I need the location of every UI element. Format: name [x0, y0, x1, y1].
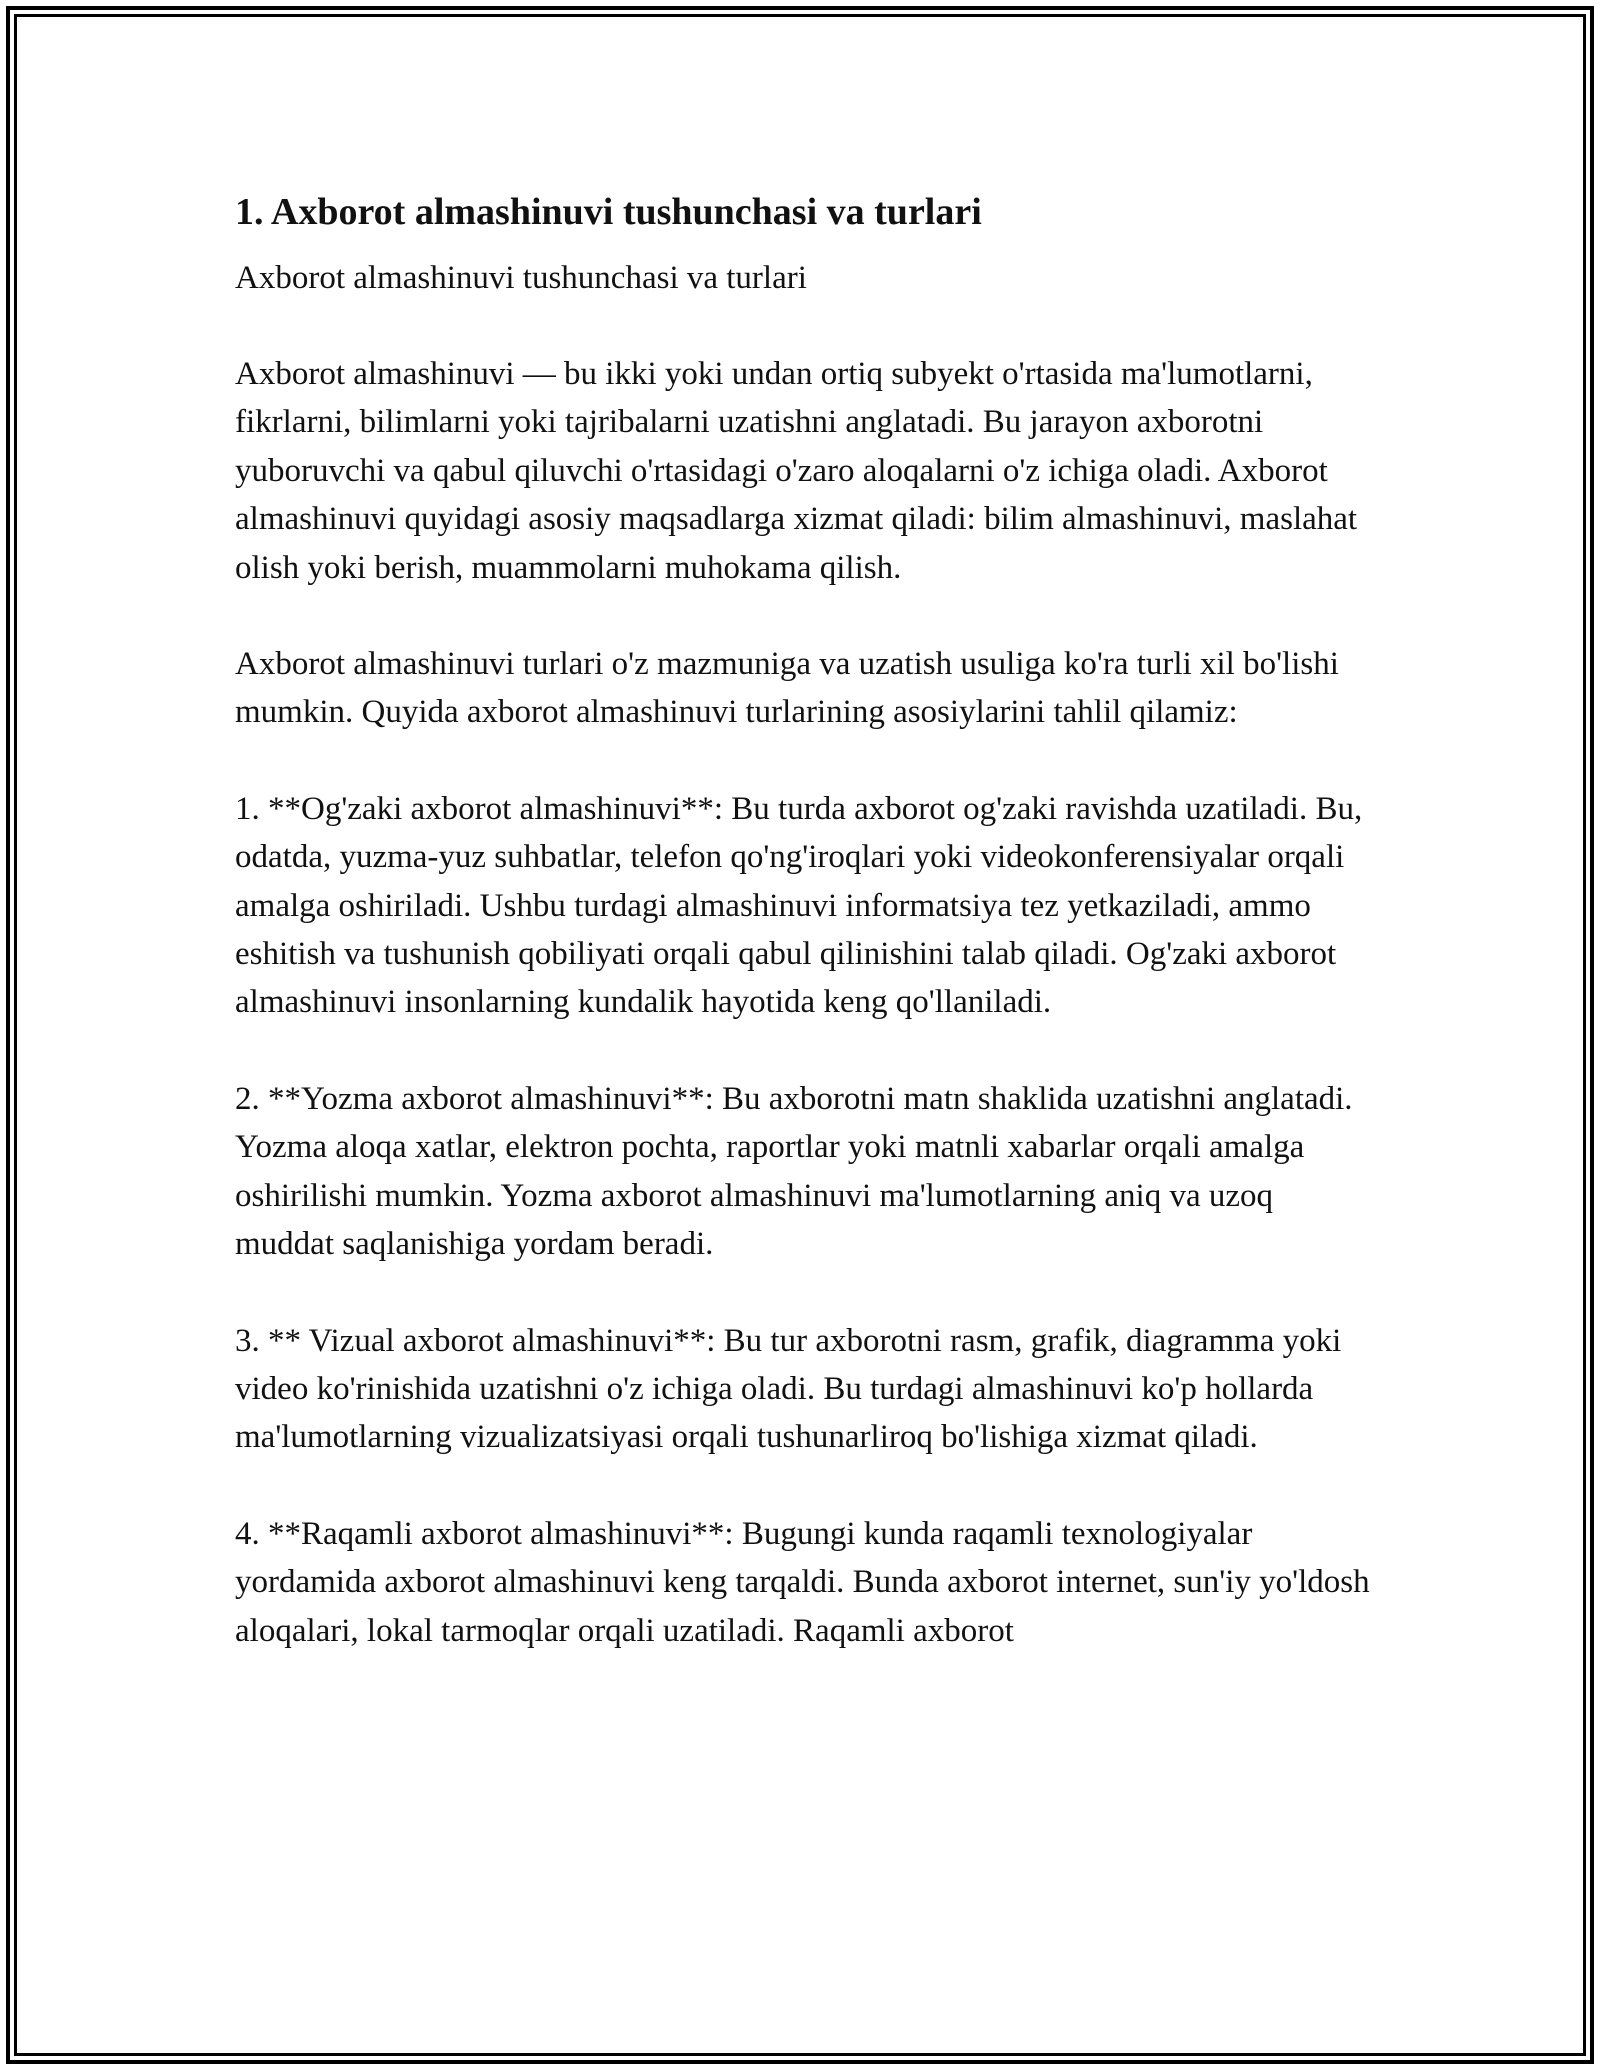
paragraph-definition: Axborot almashinuvi — bu ikki yoki undan ortiq subyekt o'rtasida ma'lumotlarni, fikrlarni, bilimlarni yoki tajribalarni uzatishni anglatadi. Bu jarayon axborotni yuboruvchi va qabul qiluvchi o'rtasidagi o'zaro aloqalarni o'z ichiga oladi. Axborot almashinuvi quyidagi asosiy maqsadlarga xizmat qiladi: bilim almashinuvi, maslahat olish yoki berish, muammolarni muhokama qilish.	[235, 356, 1358, 586]
document-body	[235, 186, 1375, 1655]
paragraph-oral-exchange: 1. **Og'zaki axborot almashinuvi**: Bu turda axborot og'zaki ravishda uzatiladi. Bu, odatda, yuzma-yuz suhbatlar, telefon qo'ng'iroqlari yoki videokonferensiyalar orqali amalga oshiriladi. Ushbu turdagi almashinuvi informatsiya tez yetkaziladi, ammo eshitish va tushunish qobiliyati orqali qabul qilinishini talab qiladi. Og'zaki axborot almashinuvi insonlarning kundalik hayotida keng qo'llaniladi.	[235, 790, 1363, 1021]
paragraph-digital-exchange: 4. **Raqamli axborot almashinuvi**: Bugungi kunda raqamli texnologiyalar yordamida axborot almashinuvi keng tarqaldi. Bunda axborot internet, sun'iy yo'ldosh aloqalari, lokal tarmoqlar orqali uzatiladi. Raqamli axborot	[235, 1515, 1370, 1649]
document-subtitle: Axborot almashinuvi tushunchasi va turlari	[235, 260, 807, 296]
document-title: 1. Axborot almashinuvi tushunchasi va turlari	[235, 191, 982, 233]
paragraph-written-exchange: 2. **Yozma axborot almashinuvi**: Bu axborotni matn shaklida uzatishni anglatadi. Yozma aloqa xatlar, elektron pochta, raportlar yoki matnli xabarlar orqali amalga oshirilishi mumkin. Yozma axborot almashinuvi ma'lumotlarning aniq va uzoq muddat saqlanishiga yordam beradi.	[235, 1080, 1353, 1263]
paragraph-visual-exchange: 3. ** Vizual axborot almashinuvi**: Bu tur axborotni rasm, grafik, diagramma yoki video ko'rinishida uzatishni o'z ichiga oladi. Bu turdagi almashinuvi ko'p hollarda ma'lumotlarning vizualizatsiyasi orqali tushunarliroq bo'lishiga xizmat qiladi.	[235, 1322, 1342, 1456]
paragraph-types-intro: Axborot almashinuvi turlari o'z mazmuniga va uzatish usuliga ko'ra turli xil bo'lishi mumkin. Quyida axborot almashinuvi turlarining asosiylarini tahlil qilamiz:	[235, 646, 1339, 731]
